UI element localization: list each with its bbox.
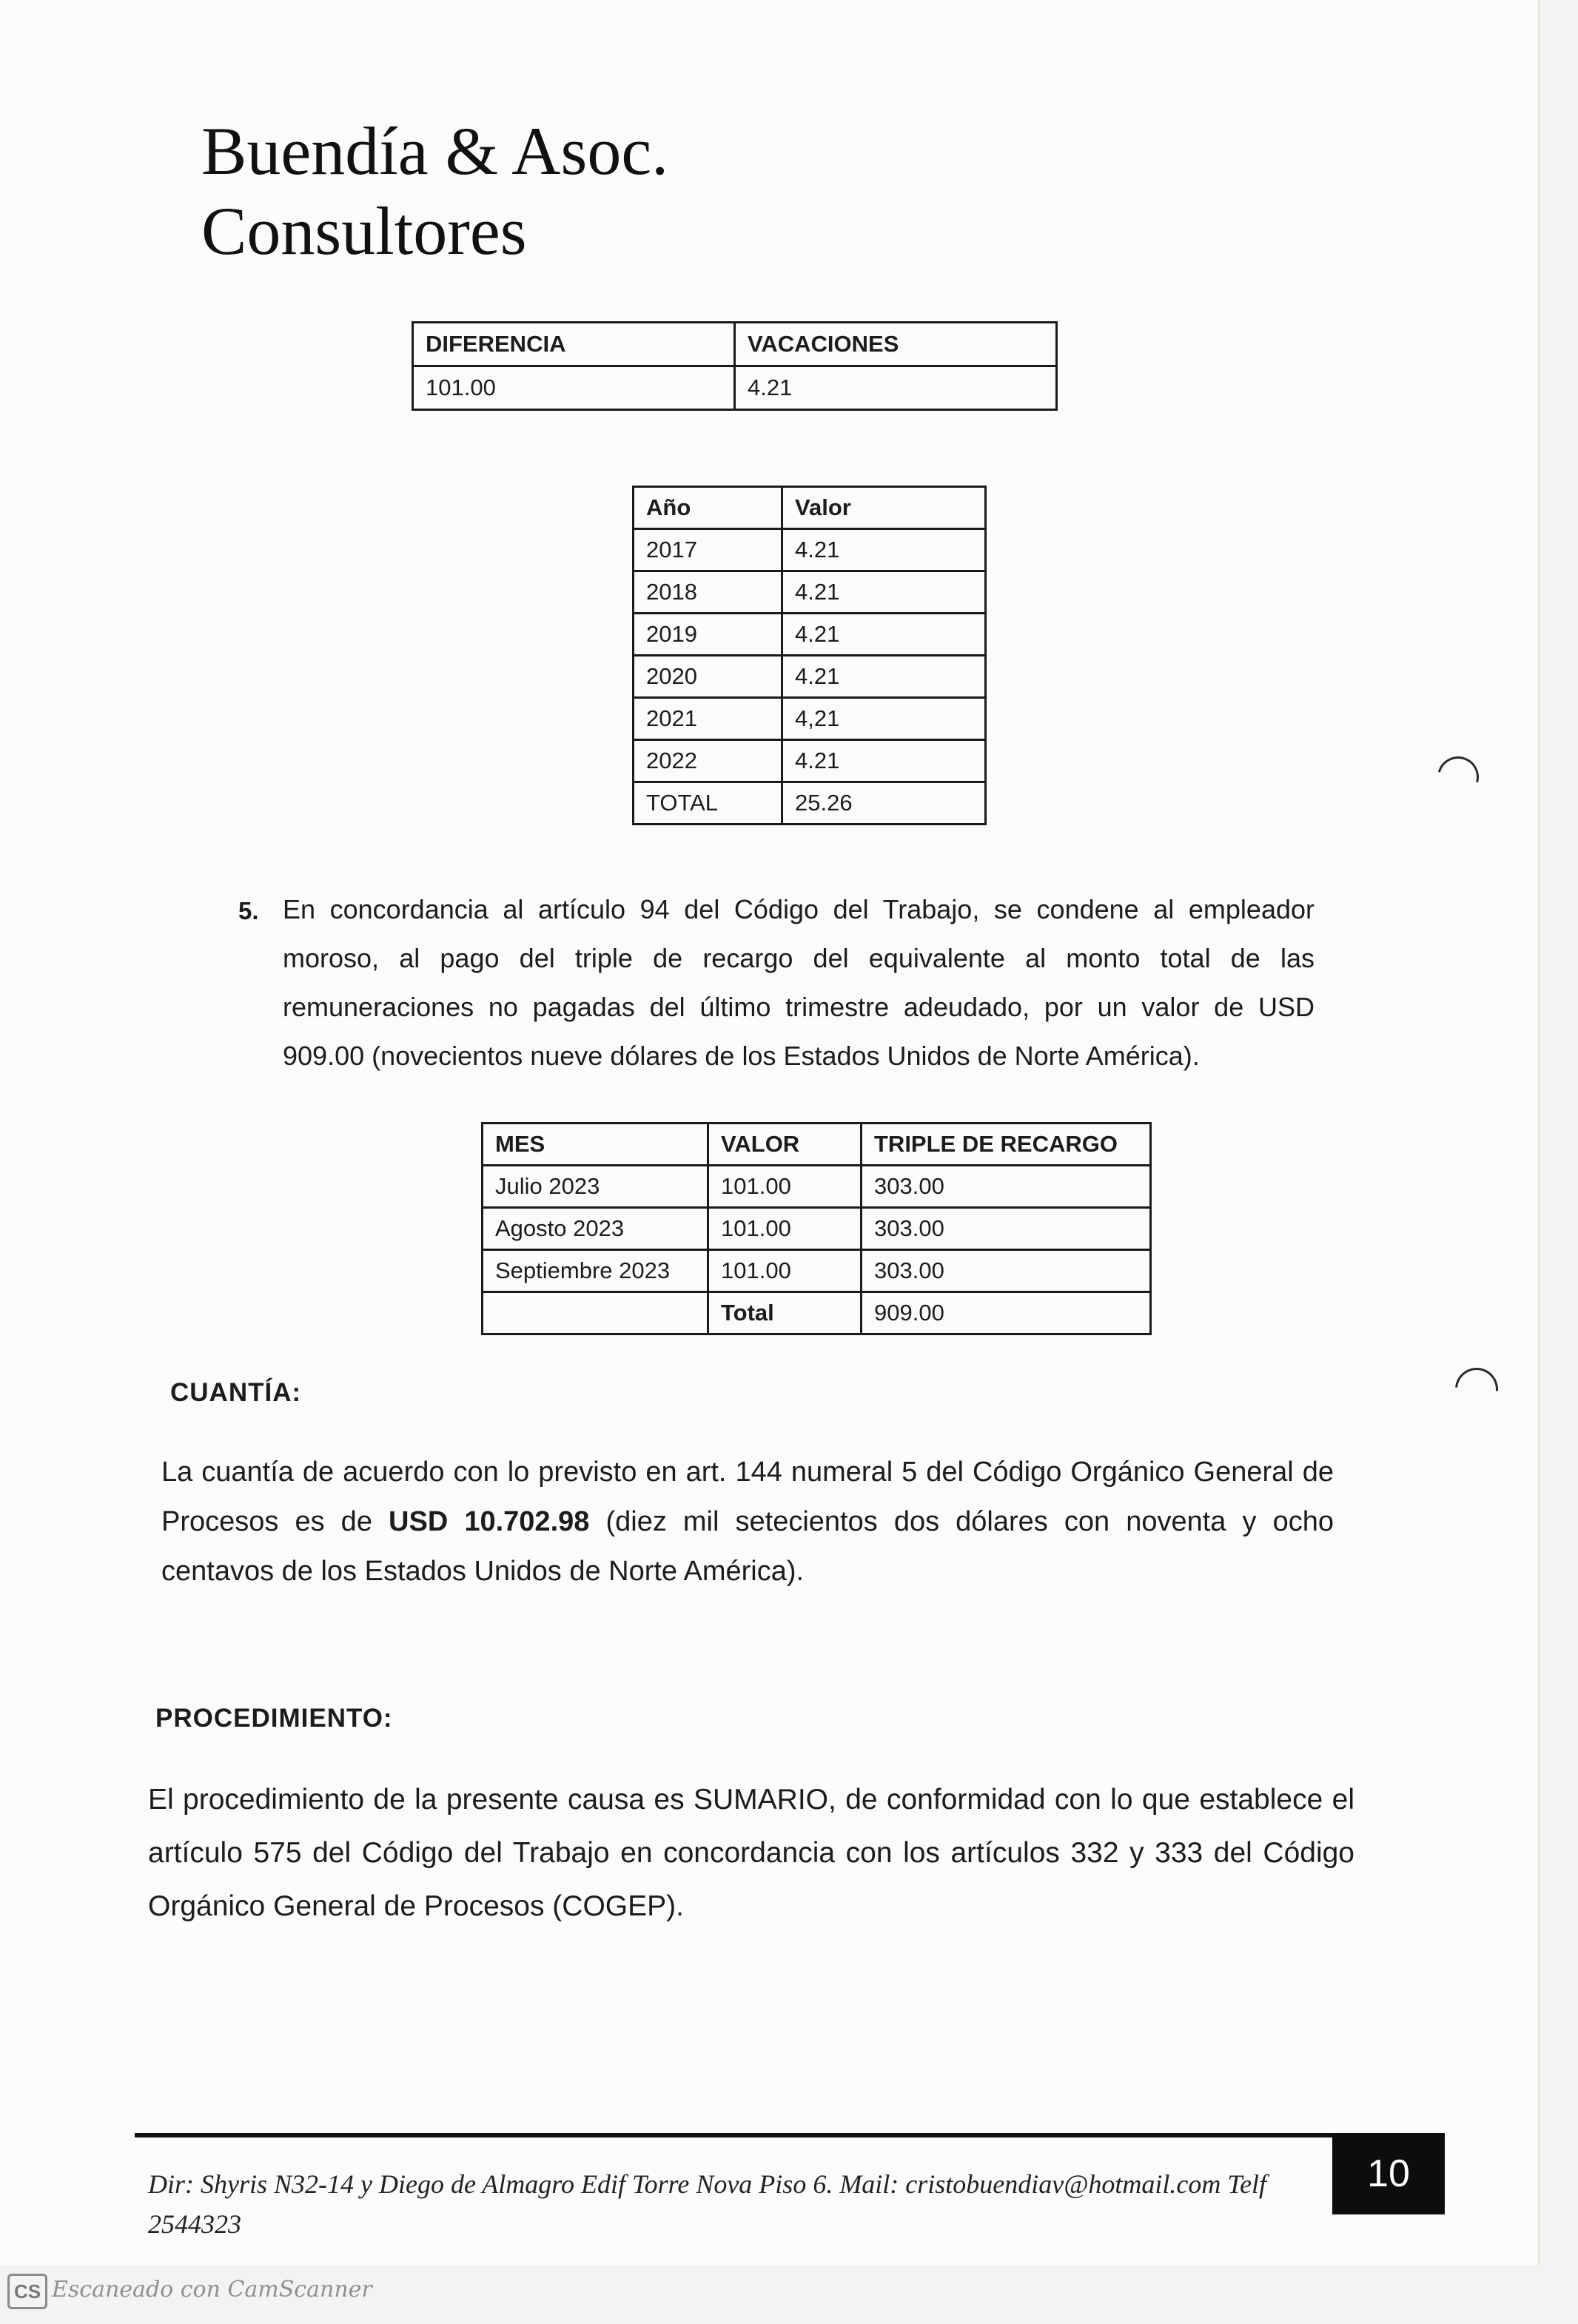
table-row [634,656,986,698]
item-number: 5. [238,897,259,924]
cuantia-heading: CUANTÍA: [170,1378,302,1407]
table-cell: 101.00 [708,1166,862,1208]
table-header: Año [634,487,782,529]
table-cell: 2018 [634,571,782,614]
table-cell: 2019 [634,614,782,656]
table-cell: 4.21 [782,529,986,571]
table-cell: 2017 [634,529,782,571]
page-edge [1538,0,1540,2265]
table-cell: 4.21 [782,571,986,614]
table-cell: 101.00 [708,1250,862,1292]
table-cell: 2020 [634,656,782,698]
footer-rule [135,2133,1445,2137]
cuantia-text-end: (diez mil setecientos dos dólares con noventa y ocho centavos de los Estados Unidos de Norte América). [161,1506,1334,1587]
table-cell: 4.21 [782,740,986,782]
table-cell: 4,21 [782,698,986,740]
scanner-watermark: Escaneado con CamScanner [52,2277,372,2303]
table-cell: 2021 [634,698,782,740]
table-header: TRIPLE DE RECARGO [862,1124,1151,1166]
footer-address: Dir: Shyris N32-14 y Diego de Almagro Edif Torre Nova Piso 6. Mail: cristobuendiav@hotmail.com Telf 2544323 [148,2169,1267,2239]
table-header: MES [483,1124,708,1166]
table-header: VALOR [708,1124,862,1166]
table-row [634,740,986,782]
table-cell: 25.26 [782,782,986,825]
table-cell: 4.21 [782,656,986,698]
table-cell: 303.00 [862,1250,1151,1292]
table-row [483,1166,1151,1208]
table-cell: 101.00 [708,1208,862,1250]
difference-table [412,321,1058,411]
firm-name-line2: Consultores [201,193,527,269]
table-cell: TOTAL [634,782,782,825]
table-cell: Septiembre 2023 [483,1250,708,1292]
total-value: 909.00 [862,1292,1151,1334]
table-cell: 101.00 [413,366,735,410]
camscanner-logo-icon: CS [7,2274,47,2309]
item-5-paragraph: En concordancia al artículo 94 del Código del Trabajo, se condene al empleador moroso, al pago del triple de recargo del equivalente al monto total de las remuneraciones no pagadas del último trimestre adeudado, por un valor de USD 909.00 (novecientos nueve dólares de los Estados Unidos de Norte América). [283,894,1315,1071]
table-cell: 303.00 [862,1166,1151,1208]
table-row [634,698,986,740]
table-row [634,614,986,656]
table-total-row [483,1292,1151,1334]
table-cell: 2022 [634,740,782,782]
cuantia-paragraph [161,1448,1334,1596]
procedimiento-heading: PROCEDIMIENTO: [155,1704,393,1733]
cuantia-amount: USD 10.702.98 [389,1506,590,1537]
table-cell: Julio 2023 [483,1166,708,1208]
table-header: VACACIONES [735,323,1057,366]
table-row [634,529,986,571]
table-header: DIFERENCIA [413,323,735,366]
firm-name-line1: Buendía & Asoc. [201,113,669,189]
table-row [634,782,986,825]
table-cell: 4.21 [735,366,1057,410]
procedimiento-paragraph: El procedimiento de la presente causa es SUMARIO, de conformidad con lo que establece el artículo 575 del Código del Trabajo en concordancia con los artículos 332 y 333 del Código Orgánico General de Procesos (COGEP). [148,1784,1354,1922]
surcharge-table [481,1122,1152,1335]
table-row [483,1208,1151,1250]
table-row [483,1250,1151,1292]
table-header: Valor [782,487,986,529]
table-cell-empty [483,1292,708,1334]
firm-name [201,111,668,271]
vacation-table [632,486,987,825]
cuantia-text-start: La cuantía de acuerdo con lo previsto en art. 144 numeral 5 del Código Orgánico General de Procesos es de [161,1457,1334,1537]
table-cell: 303.00 [862,1208,1151,1250]
page-number: 10 [1332,2133,1445,2214]
table-row [634,571,986,614]
table-cell: Agosto 2023 [483,1208,708,1250]
table-cell: 4.21 [782,614,986,656]
total-label: Total [708,1292,862,1334]
